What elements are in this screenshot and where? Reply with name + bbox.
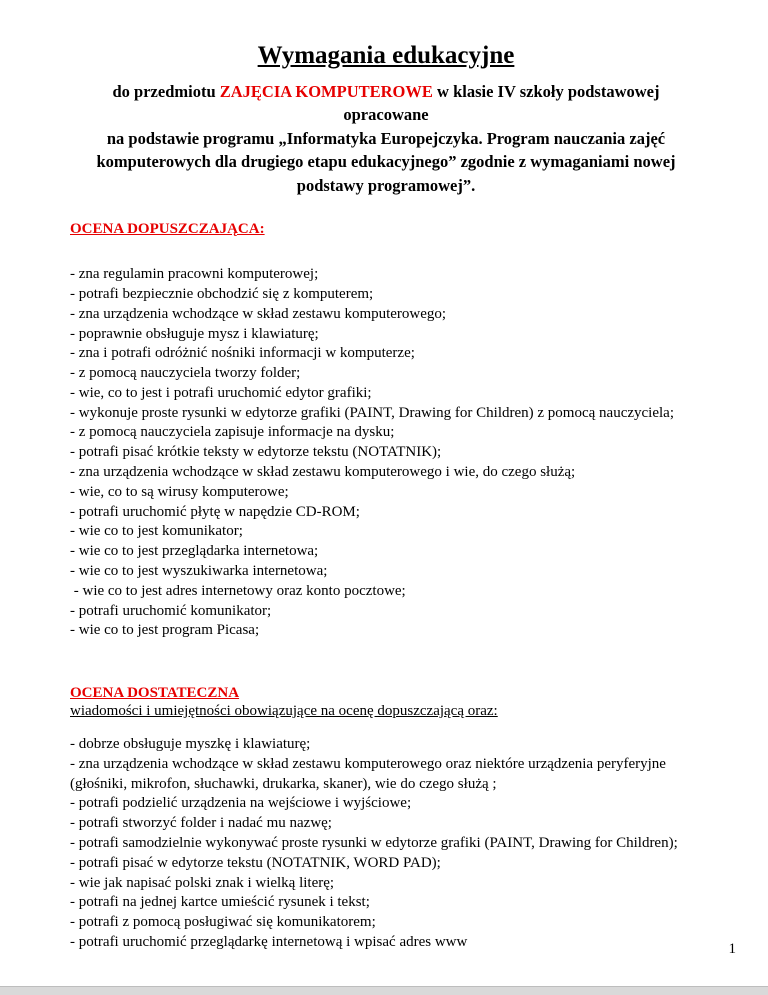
list-item: - potrafi na jednej kartce umieścić rysunek i tekst; [70,894,370,911]
list-item: - zna urządzenia wchodzące w skład zestawu komputerowego i wie, do czego służą; [70,464,576,481]
page-number: 1 [728,941,736,957]
list-item: - zna i potrafi odróżnić nośniki informacji w komputerze; [70,345,415,362]
spacer [70,197,702,221]
section-heading-dostateczna: OCENA DOSTATECZNA [70,685,240,702]
header-line-1-highlight: ZAJĘCIA KOMPUTEROWE [219,82,433,101]
list-item: - potrafi bezpiecznie obchodzić się z komputerem; [70,285,374,302]
list-item: - wie co to jest przeglądarka internetowa; [70,543,319,560]
section-heading-dopuszczajaca: OCENA DOPUSZCZAJĄCA: [70,221,265,238]
header-line-1-prefix: do przedmiotu [112,82,220,101]
list-item: - zna urządzenia wchodzące w skład zestawu komputerowego oraz niektóre urządzenia peryferyjne (głośniki, mikrofon, słuchawki, drukarka, skaner), wie do czego służą ; [70,755,670,792]
list-dostateczna [70,735,702,953]
header-line-1 [70,80,702,103]
header-line-1-suffix: w klasie IV szkoły podstawowej [432,82,660,101]
list-item: - z pomocą nauczyciela tworzy folder; [70,365,301,382]
list-item: - dobrze obsługuje myszkę i klawiaturę; [70,736,311,753]
list-item: - potrafi pisać w edytorze tekstu (NOTATNIK, WORD PAD); [70,854,441,871]
header-line-2: opracowane [343,105,429,125]
list-item: - zna regulamin pracowni komputerowej; [70,266,319,283]
spacer [70,641,702,685]
list-item: - wie co to jest adres internetowy oraz konto pocztowe; [70,582,406,599]
list-item: - wykonuje proste rysunki w edytorze grafiki (PAINT, Drawing for Children) z pomocą nauczyciela; [70,404,674,421]
list-item: - potrafi pisać krótkie teksty w edytorze tekstu (NOTATNIK); [70,444,442,461]
list-item: - wie co to jest komunikator; [70,523,243,540]
list-item: - wie, co to jest i potrafi uruchomić edytor grafiki; [70,384,372,401]
list-item: - wie jak napisać polski znak i wielką literę; [70,874,335,891]
list-item: - potrafi podzielić urządzenia na wejściowe i wyjściowe; [70,795,412,812]
list-item: - wie co to jest program Picasa; [70,622,260,639]
list-dopuszczajaca [70,265,702,641]
section-subheading-dostateczna: wiadomości i umiejętności obowiązujące na ocenę dopuszczającą oraz: [70,703,498,720]
spacer [70,722,702,735]
header-line-3: na podstawie programu „Informatyka Europejczyka. Program nauczania zajęć komputerowych dla drugiego etapu edukacyjnego” zgodnie z wymaganiami nowej podstawy programowej”. [96,128,676,195]
list-item: - potrafi uruchomić komunikator; [70,602,272,619]
list-item: - potrafi uruchomić płytę w napędzie CD-ROM; [70,503,360,520]
list-item: - potrafi stworzyć folder i nadać mu nazwę; [70,815,332,832]
page-title: Wymagania edukacyjne [257,42,515,69]
list-item: - wie, co to są wirusy komputerowe; [70,483,289,500]
list-item: - wie co to jest wyszukiwarka internetowa; [70,563,328,580]
spacer [70,238,702,265]
list-item: - potrafi z pomocą posługiwać się komunikatorem; [70,914,376,931]
list-item: - potrafi samodzielnie wykonywać proste rysunki w edytorze grafiki (PAINT, Drawing for Children); [70,835,678,852]
list-item: - potrafi uruchomić przeglądarkę internetową i wpisać adres www [70,934,468,951]
list-item: - poprawnie obsługuje mysz i klawiaturę; [70,325,319,342]
list-item: - zna urządzenia wchodzące w skład zestawu komputerowego; [70,305,447,322]
list-item: - z pomocą nauczyciela zapisuje informacje na dysku; [70,424,395,441]
